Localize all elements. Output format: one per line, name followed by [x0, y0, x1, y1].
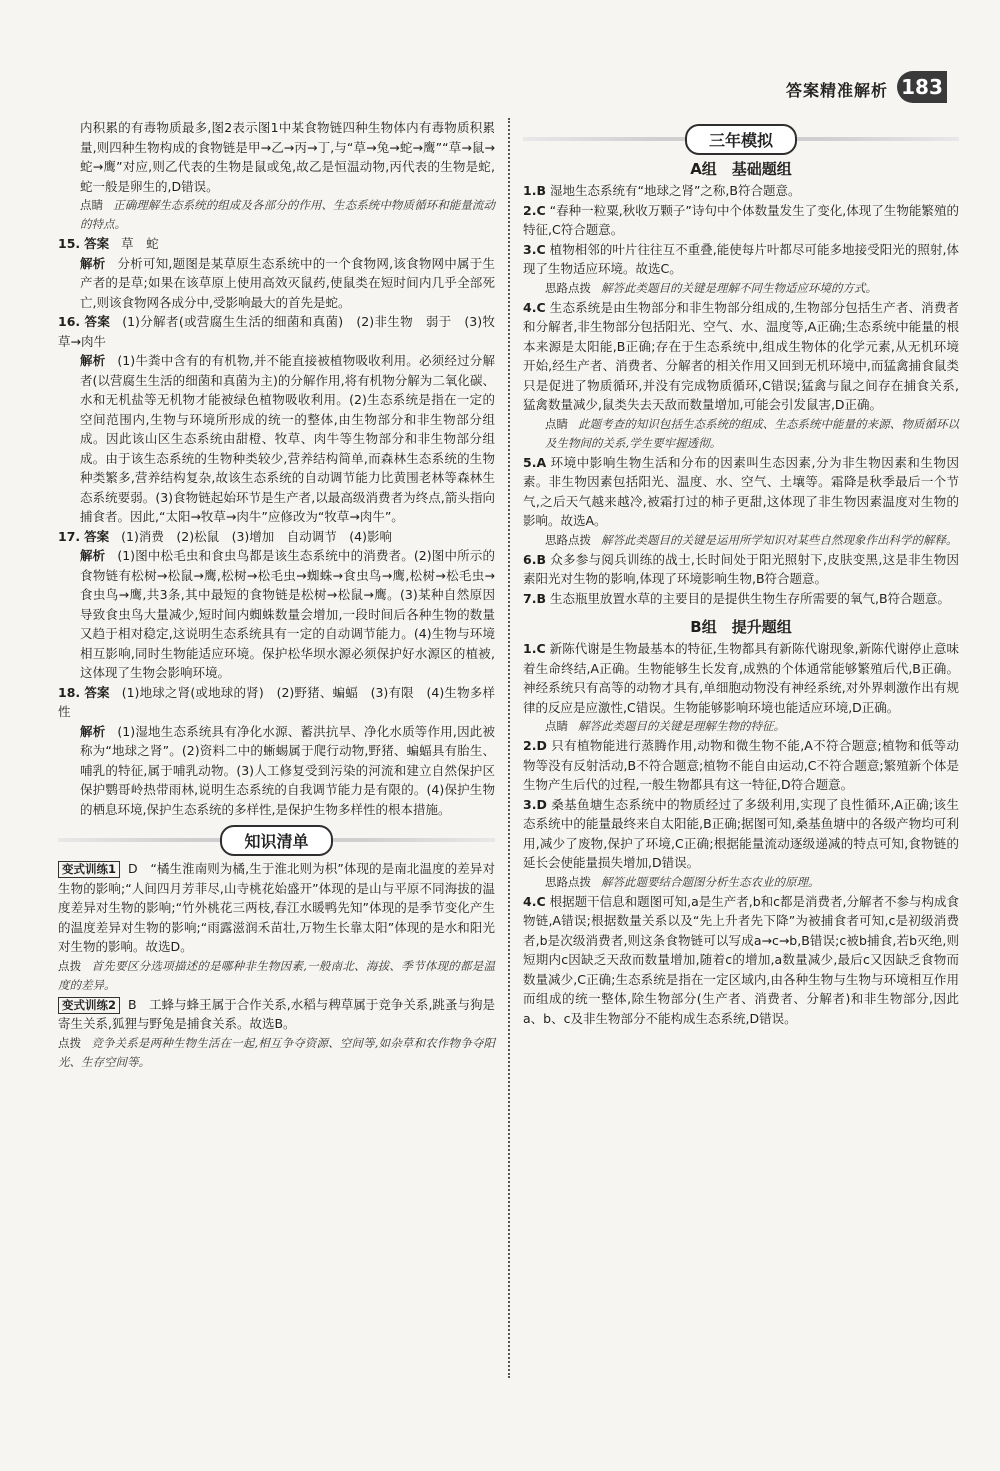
a-item-1	[523, 181, 959, 201]
item-number: 3.D	[523, 796, 547, 812]
analysis-text: 分析可知,题图是某草原生态系统中的一个食物网,该食物网中属于生产者的是草;如果在该草原上使用高效灭鼠药,使鼠类在短时间内几乎全部死亡,则该食物网各成分中,受影响最大的首先是蛇。	[80, 255, 495, 310]
variant-training-2	[58, 995, 495, 1034]
answer-label: 答案	[84, 528, 110, 544]
column-divider	[508, 118, 510, 1378]
b-item-2	[523, 736, 959, 795]
analysis-text: (1)牛粪中含有的有机物,并不能直接被植物吸收利用。必须经过分解者(以营腐生生活的细菌和真菌为主)的分解作用,将有机物分解为二氧化碳、水和无机盐等无机物才能被绿色植物吸收利用。(2)生态系统是指在一定的空间范围内,生物与环境所形成的统一的整体,由生物部分和非生物部分组成。因此该山区生态系统由甜橙、牧草、肉牛等生物部分和非生物部分组成。由于该生态系统的生物种类较少,营养结构简单,而森林生态系统的生物种类繁多,营养结构复杂,故该生态系统的自动调节能力比黄围老林等森林生态系统要弱。(3)食物链起始环节是生产者,以最高级消费者为终点,箭头指向捕食者。因此,“太阳→牧草→肉牛”应修改为“牧草→肉牛”。	[80, 353, 495, 524]
answer-label: 答案	[84, 684, 110, 700]
item-text: 众多参与阅兵训练的战士,长时间处于阳光照射下,皮肤变黑,这是非生物因素阳光对生物的影响,体现了环境影响生物,B符合题意。	[523, 551, 959, 586]
a-item-3-tip	[523, 279, 959, 298]
right-column	[523, 118, 959, 1028]
analysis-text: (1)图中松毛虫和食虫鸟都是该生态系统中的消费者。(2)图中所示的食物链有松树→松鼠→鹰,松树→松毛虫→蜘蛛→食虫鸟→鹰,松树→松毛虫→食虫鸟→鹰,共3条,其中最短的食物链是松树→松鼠→鹰。(3)某种自然原因导致食虫鸟大量减少,短时间内蜘蛛数量会增加,一段时间后各种生物的数量又趋于相对稳定,这说明生态系统具有一定的自动调节能力。(4)生物与环境相互影响,同时生物能适应环境。保护松华坝水源必须保护好水源区的植被,这体现了生物会影响环境。	[80, 548, 495, 680]
variant-text: D “橘生淮南则为橘,生于淮北则为枳”体现的是南北温度的差异对生物的影响;“人间四月芳菲尽,山寺桃花始盛开”体现的是山与平原不同海拔的温度差异对生物的影响;“竹外桃花三两枝,春江水暖鸭先知”体现的是季节变化产生的温度差异对生物的影响;“雨露滋润禾苗壮,万物生长靠太阳”体现的是水和阳光对生物的影响。故选D。	[58, 861, 495, 954]
variant-2-tip	[58, 1034, 495, 1072]
answer-text: (1)分解者(或营腐生生活的细菌和真菌) (2)非生物 弱于 (3)牧草→肉牛	[58, 314, 495, 349]
q16-analysis	[58, 351, 495, 527]
b-item-1	[523, 639, 959, 717]
item-text: 桑基鱼塘生态系统中的物质经过了多级利用,实现了良性循环,A正确;该生态系统中的能量最终来自太阳能,B正确;据图可知,桑基鱼塘中的各级产物均可利用,减少了废物,保护了环境,C正确;根据能量流动逐级递减的特点可知,食物链的延长会使能量损失增加,D错误。	[523, 796, 959, 870]
item-number: 4.C	[523, 893, 546, 909]
item-text: 环境中影响生物生活和分布的因素叫生态因素,分为非生物因素和生物因素。非生物因素包括阳光、温度、水、空气、土壤等。霜降是秋季最后一个节气,之后天气越来越冷,被霜打过的柿子更甜,这体现了非生物因素温度对生物的影响。故选A。	[523, 454, 959, 528]
answer-label: 答案	[84, 314, 111, 329]
tip-text: 解答此题要结合题图分析生态农业的原理。	[601, 874, 820, 889]
tip-label: 思路点拨	[545, 874, 591, 889]
page-number: 183	[897, 71, 947, 103]
q16-answer	[58, 312, 495, 351]
a-item-4-tip	[523, 415, 959, 453]
tip-label: 思路点拨	[545, 280, 591, 295]
group-b-title: B组 提升题组	[690, 618, 792, 636]
question-number: 15.	[58, 236, 81, 251]
question-number: 18.	[58, 684, 81, 700]
b-item-3	[523, 795, 959, 873]
tip-text: 首先要区分选项描述的是哪种非生物因素,一般南北、海拔、季节体现的都是温度的差异。	[58, 958, 496, 992]
item-text: “春种一粒粟,秋收万颗子”诗句中个体数量发生了变化,体现了生物能繁殖的特征,C符合题意。	[523, 202, 959, 237]
item-number: 4.C	[523, 299, 546, 315]
b-item-3-tip	[523, 873, 959, 892]
item-number: 3.C	[523, 241, 546, 257]
answer-text: (1)消费 (2)松鼠 (3)增加 自动调节 (4)影响	[121, 528, 392, 544]
item-text: 根据题干信息和题图可知,a是生产者,b和c都是消费者,分解者不参与构成食物链,A错误;根据数量关系以及“先上升者先下降”为被捕食者可知,c是初级消费者,b是次级消费者,则这条食物链可以写成a→c→b,B错误;c被b捕食,若b灭绝,则短期内c因缺乏天敌而数量增加,随着c的增加,a数量减少,最后c又因缺乏食物而数量减少,C正确;生态系统是指在一定区域内,由各种生物与生物与环境相互作用而组成的统一整体,除生物部分(生产者、消费者、分解者)和非生物部分,因此a、b、c及非生物部分不能构成生态系统,D错误。	[523, 893, 960, 1026]
tip-label: 点拨	[58, 958, 82, 973]
item-text: 新陈代谢是生物最基本的特征,生物都具有新陈代谢现象,新陈代谢停止意味着生命终结,A正确。生物能够生长发育,成熟的个体通常能够繁殖后代,B正确。神经系统只有高等的动物才具有,单细胞动物没有神经系统,对外界刺激作出有规律的反应是应激性,C错误。生物能够影响环境也能适应环境,D正确。	[523, 641, 959, 715]
tip-label: 点睛	[80, 198, 104, 212]
b-item-1-tip	[523, 717, 959, 736]
tip-label: 点睛	[545, 416, 569, 431]
knowledge-list-banner	[58, 825, 495, 855]
item-text: 生态系统是由生物部分和非生物部分组成的,生物部分包括生产者、消费者和分解者,非生物部分包括阳光、空气、水、温度等,A正确;生态系统中能量的根本来源是太阳能,B正确;存在于生态系统中,组成生物体的化学元素,从无机环境开始,经生产者、消费者、分解者的相关作用又回到无机环境中,而猛禽捕食鼠类只是促进了物质循环,并没有完成物质循环,C错误;猛禽与鼠之间存在捕食关系,猛禽数量减少,鼠类失去天敌而数量增加,可能会引发鼠害,D正确。	[523, 299, 959, 412]
section-title: 三年模拟	[685, 124, 797, 155]
section-title: 知识清单	[220, 825, 332, 856]
item-text: 植物相邻的叶片往往互不重叠,能使每片叶都尽可能多地接受阳光的照射,体现了生物适应环境。故选C。	[523, 241, 959, 276]
q17-answer	[58, 527, 495, 547]
intro-tip	[58, 196, 495, 234]
intro-paragraph: 内积累的有毒物质最多,图2表示图1中某食物链四种生物体内有毒物质积累量,则四种生物构成的食物链是甲→乙→丙→丁,与“草→兔→蛇→鹰”“草→鼠→蛇→鹰”对应,则乙代表的生物是鼠或兔,故乙是恒温动物,丙代表的生物是蛇,蛇一般是卵生的,D错误。	[80, 120, 495, 194]
tip-text: 正确理解生态系统的组成及各部分的作用、生态系统中物质循环和能量流动的特点。	[80, 198, 496, 231]
item-number: 5.A	[523, 454, 547, 470]
a-item-3	[523, 240, 959, 279]
analysis-label: 解析	[80, 548, 106, 563]
variant-tag: 变式训练2	[58, 997, 120, 1014]
variant-training-1	[58, 859, 495, 957]
tip-text: 解答此类题目的关键是运用所学知识对某些自然现象作出科学的解释。	[601, 532, 958, 547]
answer-label: 答案	[84, 236, 110, 251]
variant-tag: 变式训练1	[58, 861, 120, 878]
left-column	[58, 118, 495, 1072]
tip-label: 思路点拨	[545, 532, 591, 547]
q17-analysis	[58, 546, 495, 683]
item-number: 2.D	[523, 738, 547, 753]
a-item-5-tip	[523, 531, 959, 550]
analysis-label: 解析	[80, 353, 106, 368]
tip-label: 点拨	[58, 1035, 82, 1050]
q15-analysis	[58, 254, 495, 313]
tip-label: 点睛	[545, 719, 568, 733]
question-number: 17.	[58, 528, 81, 544]
q15-answer	[58, 234, 495, 254]
a-item-7	[523, 589, 959, 609]
item-number: 1.C	[523, 641, 546, 656]
item-text: 只有植物能进行蒸腾作用,动物和微生物不能,A不符合题意;植物和低等动物等没有反射活动,B不符合题意;植物不能自由运动,C不符合题意;繁殖新个体是生物产生后代的过程,一般生物都具有这一特征,D符合题意。	[523, 738, 959, 792]
tip-text: 解答此类题目的关键是理解不同生物适应环境的方式。	[601, 280, 877, 295]
answer-text: (1)地球之肾(或地球的肾) (2)野猪、蝙蝠 (3)有限 (4)生物多样性	[58, 684, 495, 719]
q18-answer	[58, 683, 495, 722]
item-number: 2.C	[523, 202, 546, 218]
b-item-4	[523, 892, 959, 1029]
question-number: 16.	[58, 314, 81, 329]
a-item-2	[523, 201, 959, 240]
q18-analysis	[58, 722, 495, 820]
tip-text: 解答此类题目的关键是理解生物的特征。	[578, 719, 785, 733]
item-text: 湿地生态系统有“地球之肾”之称,B符合题意。	[549, 183, 801, 198]
item-text: 生态瓶里放置水草的主要目的是提供生物生存所需要的氧气,B符合题意。	[549, 590, 951, 606]
group-a-title: A组 基础题组	[690, 160, 792, 178]
analysis-label: 解析	[80, 255, 106, 271]
a-item-6	[523, 550, 959, 589]
variant-text: B 工蜂与蜂王属于合作关系,水稻与稗草属于竞争关系,跳蚤与狗是寄生关系,狐狸与野兔是捕食关系。故选B。	[58, 996, 495, 1031]
item-number: 6.B	[523, 551, 546, 567]
analysis-label: 解析	[80, 723, 106, 739]
variant-1-tip	[58, 957, 495, 995]
item-number: 1.B	[523, 183, 546, 198]
three-year-banner	[523, 124, 959, 154]
tip-text: 竞争关系是两种生物生活在一起,相互争夺资源、空间等,如杂草和农作物争夺阳光、生存空间等。	[58, 1035, 495, 1069]
a-item-4	[523, 298, 959, 415]
tip-text: 此题考查的知识包括生态系统的组成、生态系统中能量的来源、物质循环以及生物间的关系,学生要牢握透彻。	[545, 416, 960, 450]
analysis-text: (1)湿地生态系统具有净化水源、蓄洪抗旱、净化水质等作用,因此被称为“地球之肾”。(2)资料二中的蜥蜴属于爬行动物,野猪、蝙蝠具有胎生、哺乳的特征,属于哺乳动物。(3)人工修复受到污染的河流和建立自然保护区保护鹦哥岭热带雨林,说明生态系统的自我调节能力是有限的。(4)保护生物的栖息环境,保护生态系统的多样性,是保护生物多样性的根本措施。	[80, 723, 495, 817]
item-number: 7.B	[523, 590, 546, 606]
answer-text: 草 蛇	[121, 236, 159, 251]
a-item-5	[523, 453, 959, 531]
page-header-title: 答案精准解析	[786, 81, 889, 100]
